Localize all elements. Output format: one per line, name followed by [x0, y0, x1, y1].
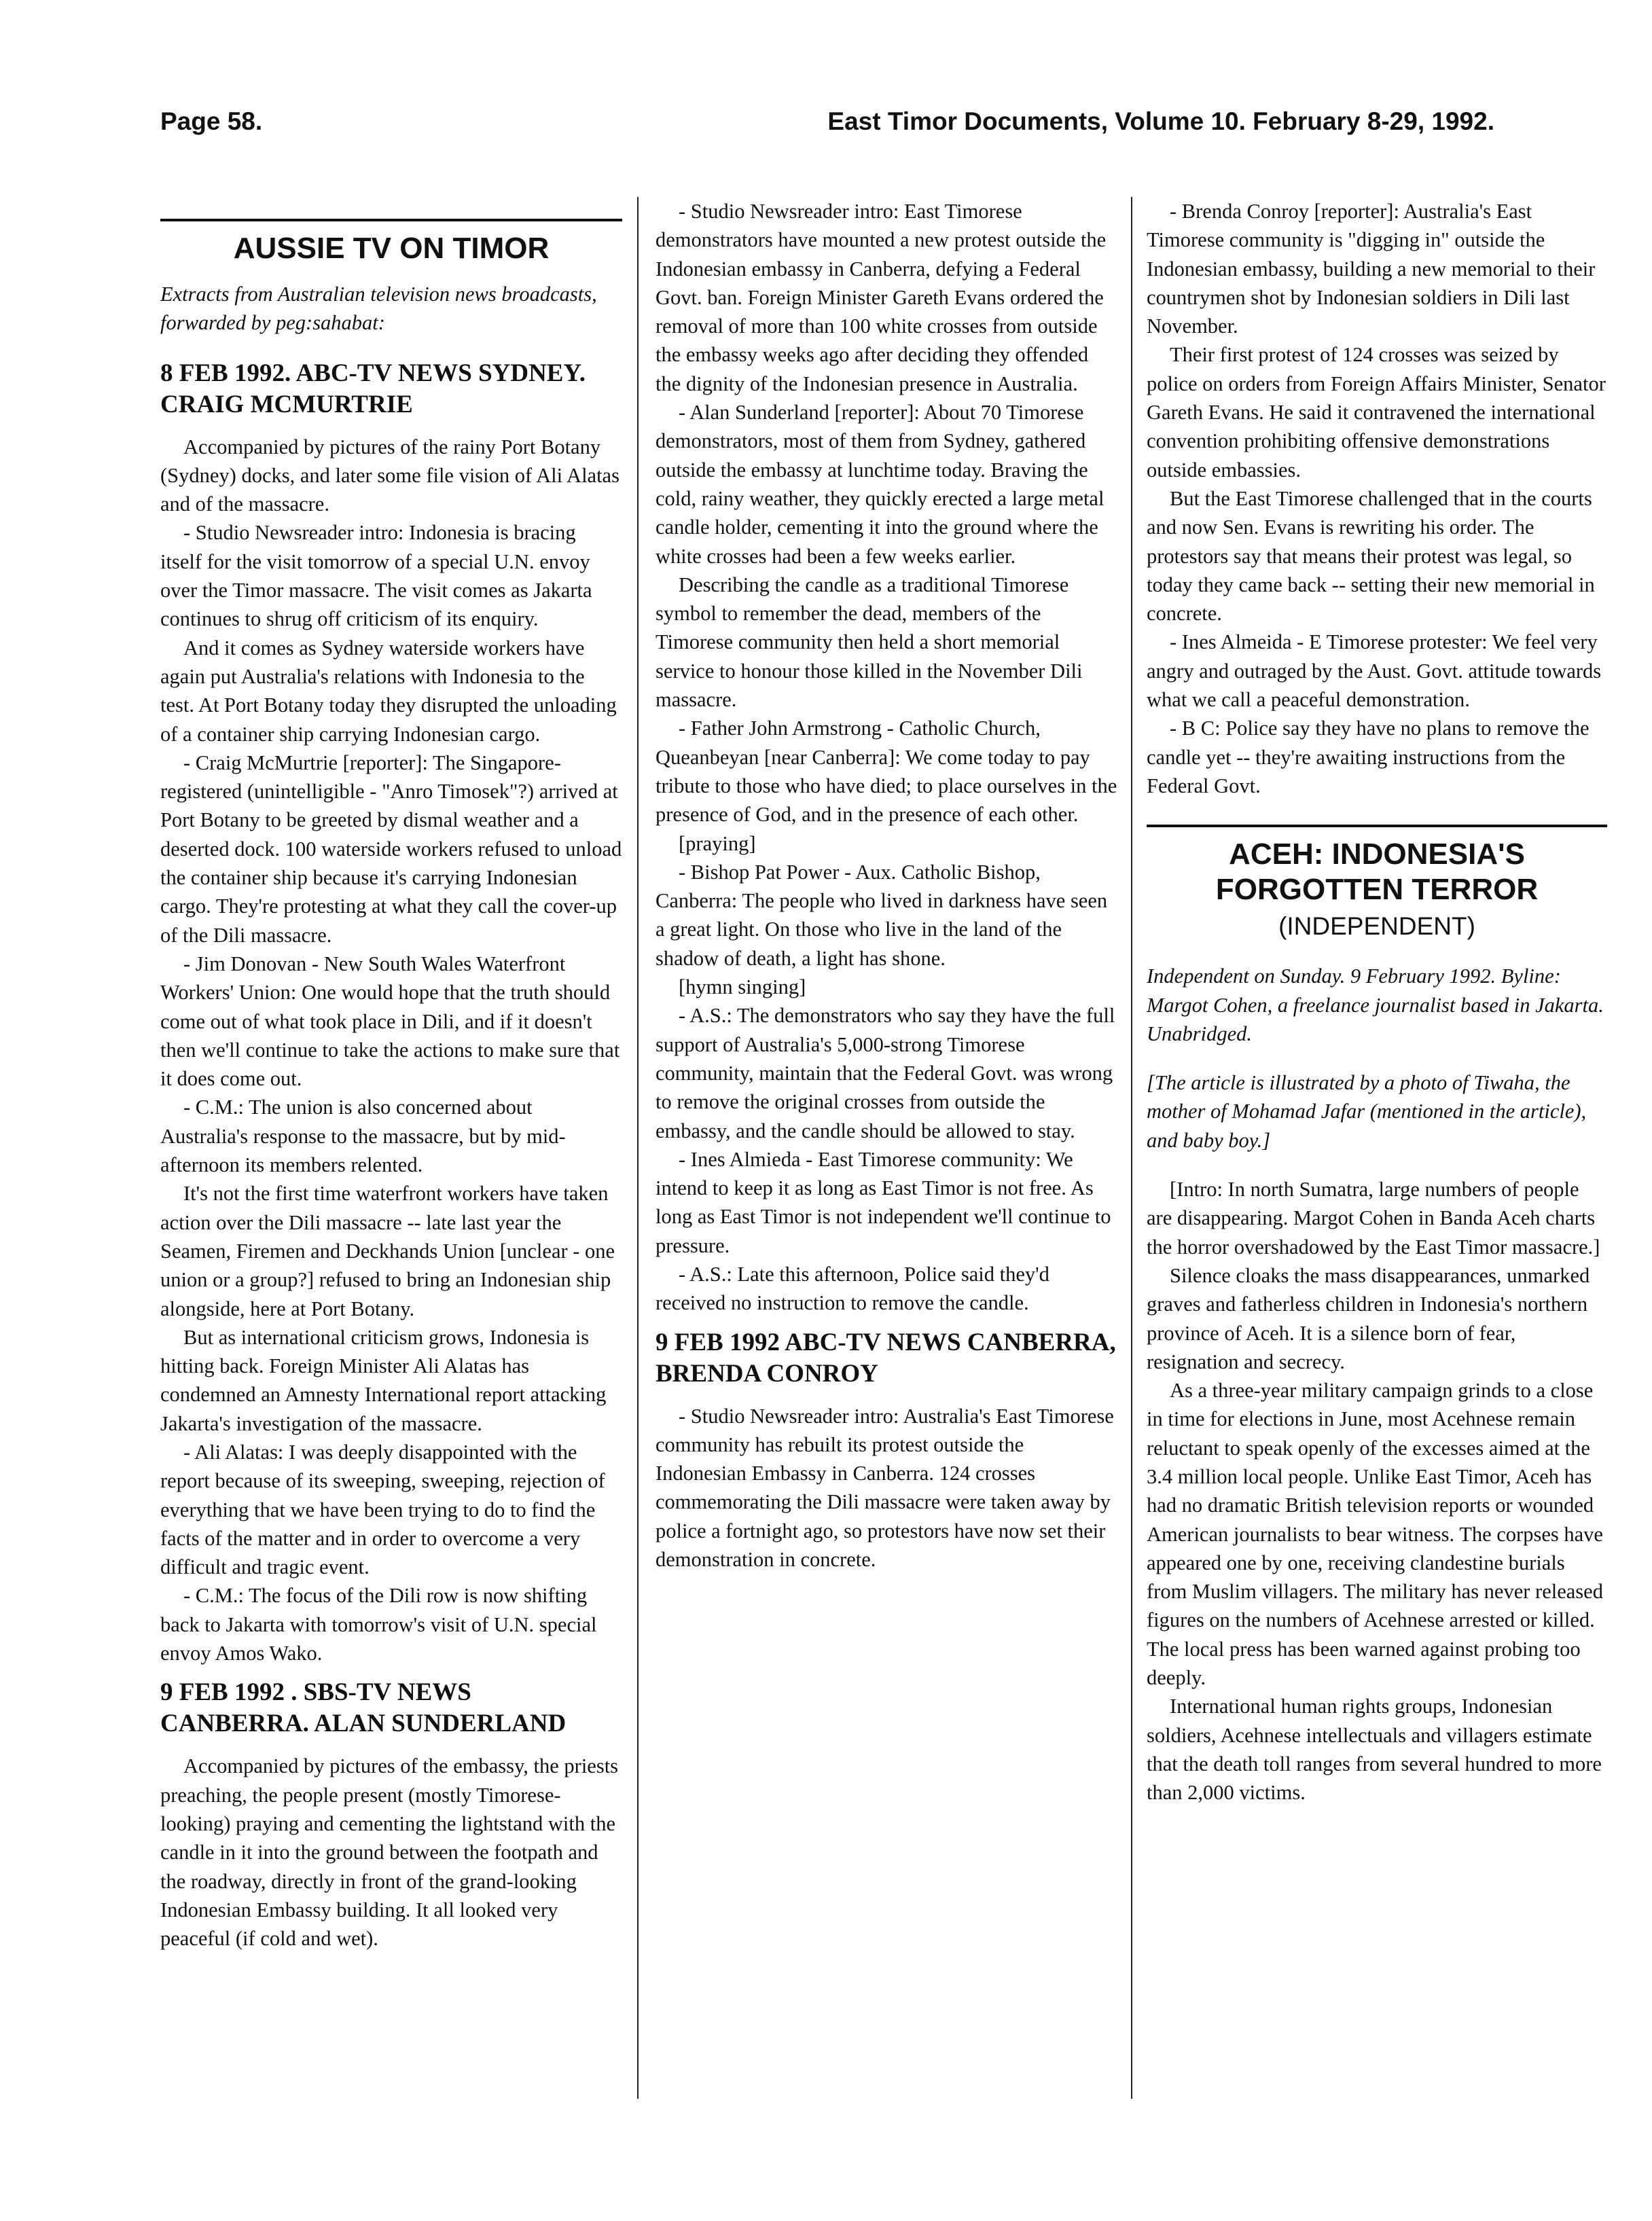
paragraph: - A.S.: The demonstrators who say they have the full support of Australia's 5,000-strong Timorese community, maintain that the Federal Govt. was wrong to remove the original crosses from outside the embassy, and the candle should be allowed to stay. [656, 1004, 1115, 1142]
paragraph: [praying] [679, 831, 756, 855]
article-source: (INDEPENDENT) [1278, 912, 1475, 941]
article-rule [160, 219, 622, 221]
column-divider [1131, 197, 1132, 2099]
paragraph: As a three-year military campaign grinds to a close in time for elections in June, most Acehnese remain reluctant to speak openly of the excesses aimed at the 3.4 million local people. Unlike East Timor, Aceh has had no dramatic British television reports or wounded American journalists to bear witness. The corpses have appeared one by one, receiving clandestine burials from Muslim villagers. The military has never released figures on the numbers of Acehnese arrested or killed. The local press has been warned against probing too deeply. [1147, 1379, 1603, 1690]
paragraph: - Father John Armstrong - Catholic Church, Queanbeyan [near Canberra]: We come today to pay tribute to those who have died; to place ourselves in the presence of God, and in the presence of each other. [656, 717, 1117, 827]
section-heading: 9 FEB 1992 . SBS-TV NEWS CANBERRA. ALAN SUNDERLAND [160, 1678, 567, 1738]
paragraph: But the East Timorese challenged that in the courts and now Sen. Evans is rewriting his order. The protestors say that means their protest was legal, so today they came back -- setting their new memorial in concrete. [1147, 486, 1595, 626]
page-number: Page 58. [160, 107, 263, 135]
paragraph: - Ines Almeida - E Timorese protester: We feel very angry and outraged by the Aust. Govt. attitude towards what we call a peaceful demonstration. [1147, 630, 1602, 712]
paragraph: Describing the candle as a traditional Timorese symbol to remember the dead, members of the Timorese community then held a short memorial service to honour those killed in the November Dili massacre. [656, 573, 1083, 712]
paragraph: - Ali Alatas: I was deeply disappointed with the report because of its sweeping, sweeping, rejection of everything that we have been trying to do to find the facts of the matter and in order to overcome a very difficult and tragic event. [160, 1440, 605, 1579]
paragraph: - Jim Donovan - New South Wales Waterfront Workers' Union: One would hope that the truth should come out of what took place in Dili, and if it doesn't then we'll continue to take the actions to make sure that it does come out. [160, 952, 620, 1091]
paragraph: - C.M.: The union is also concerned about Australia's response to the massacre, but by mid-afternoon its members relented. [160, 1096, 566, 1177]
column-divider [637, 197, 639, 2099]
paragraph: But as international criticism grows, Indonesia is hitting back. Foreign Minister Ali Alatas has condemned an Amnesty International report attacking Jakarta's investigation of the massacre. [160, 1325, 607, 1435]
paragraph: Silence cloaks the mass disappearances, unmarked graves and fatherless children in Indonesia's northern province of Aceh. It is a silence born of fear, resignation and secrecy. [1147, 1263, 1590, 1373]
column-2 [656, 197, 1117, 1574]
section-heading: 8 FEB 1992. ABC-TV NEWS SYDNEY. CRAIG MCMURTRIE [160, 359, 586, 418]
paragraph: Accompanied by pictures of the rainy Port Botany (Sydney) docks, and later some file vision of Ali Alatas and of the massacre. [160, 435, 620, 516]
paragraph: Accompanied by pictures of the embassy, the priests preaching, the people present (mostly Timorese-looking) praying and cementing the lightstand with the candle in it into the ground between the footpath and the roadway, directly in front of the grand-looking Indonesian Embassy building. It all looked very peaceful (if cold and wet). [160, 1754, 619, 1951]
column-3 [1147, 197, 1607, 1807]
paragraph: It's not the first time waterfront workers have taken action over the Dili massacre -- late last year the Seamen, Firemen and Deckhands Union [unclear - one union or a group?] refused to bring an Indonesian ship alongside, here at Port Botany. [160, 1182, 615, 1320]
paragraph: - Craig McMurtrie [reporter]: The Singapore-registered (unintelligible - "Anro Timosek"?) arrived at Port Botany to be greeted by dismal weather and a deserted dock. 100 waterside workers refused to unload the container ship because it's carrying Indonesian cargo. They're protesting at what they call the cover-up of the Dili massacre. [160, 751, 622, 947]
section-heading: 9 FEB 1992 ABC-TV NEWS CANBERRA, BRENDA CONROY [656, 1328, 1116, 1388]
paragraph: - Bishop Pat Power - Aux. Catholic Bishop, Canberra: The people who lived in darkness have seen a great light. On those who live in the land of the shadow of death, a light has shone. [656, 860, 1108, 970]
paragraph: Their first protest of 124 crosses was seized by police on orders from Foreign Affairs Minister, Senator Gareth Evans. He said it contravened the international convention prohibiting offensive demonstrations outside embassies. [1147, 343, 1606, 482]
article-byline: Independent on Sunday. 9 February 1992. Byline: Margot Cohen, a freelance journalist based in Jakarta. Unabridged. [1147, 964, 1604, 1045]
column-1 [160, 197, 622, 1953]
publication-title: East Timor Documents, Volume 10. February 8-29, 1992. [827, 107, 1494, 135]
article-title: ACEH: INDONESIA'S FORGOTTEN TERROR [1215, 837, 1539, 907]
paragraph: - Studio Newsreader intro: East Timorese demonstrators have mounted a new protest outside the Indonesian embassy in Canberra, defying a Federal Govt. ban. Foreign Minister Gareth Evans ordered the removal of more than 100 white crosses from outside the embassy weeks ago after deciding they offended the dignity of the Indonesian presence in Australia. [656, 200, 1107, 395]
paragraph: And it comes as Sydney waterside workers have again put Australia's relations with Indonesia to the test. At Port Botany today they disrupted the unloading of a container ship carrying Indonesian cargo. [160, 636, 617, 746]
article-title: AUSSIE TV ON TIMOR [233, 232, 550, 265]
paragraph: [Intro: In north Sumatra, large numbers of people are disappearing. Margot Cohen in Banda Aceh charts the horror overshadowed by the East Timor massacre.] [1147, 1178, 1600, 1259]
page-header [160, 107, 1494, 148]
paragraph: [hymn singing] [679, 975, 806, 999]
paragraph: - A.S.: Late this afternoon, Police said they'd received no instruction to remove the candle. [656, 1262, 1049, 1315]
paragraph: - B C: Police say they have no plans to remove the candle yet -- they're awaiting instructions from the Federal Govt. [1147, 717, 1590, 797]
paragraph: - C.M.: The focus of the Dili row is now shifting back to Jakarta with tomorrow's visit of U.N. special envoy Amos Wako. [160, 1584, 597, 1665]
paragraph: - Alan Sunderland [reporter]: About 70 Timorese demonstrators, most of them from Sydney, gathered outside the embassy at lunchtime today. Braving the cold, rainy weather, they quickly erected a large metal candle holder, cementing it into the ground where the white crosses had been a few weeks earlier. [656, 401, 1105, 568]
article-intro: Extracts from Australian television news broadcasts, forwarded by peg:sahabat: [160, 283, 597, 335]
paragraph: - Brenda Conroy [reporter]: Australia's East Timorese community is "digging in" outside the Indonesian embassy, building a new memorial to their countrymen shot by Indonesian soldiers in Dili last November. [1147, 200, 1596, 338]
article-rule [1147, 825, 1607, 827]
article-note: [The article is illustrated by a photo of Tiwaha, the mother of Mohamad Jafar (mentioned in the article), and baby boy.] [1147, 1071, 1587, 1152]
paragraph: - Studio Newsreader intro: Indonesia is bracing itself for the visit tomorrow of a special U.N. envoy over the Timor massacre. The visit comes as Jakarta continues to shrug off criticism of its enquiry. [160, 521, 592, 631]
paragraph: - Studio Newsreader intro: Australia's East Timorese community has rebuilt its protest outside the Indonesian Embassy in Canberra. 124 crosses commemorating the Dili massacre were taken away by police a fortnight ago, so protestors have now set their demonstration in concrete. [656, 1404, 1114, 1572]
paragraph: International human rights groups, Indonesian soldiers, Acehnese intellectuals and villagers estimate that the death toll ranges from several hundred to more than 2,000 victims. [1147, 1695, 1602, 1805]
paragraph: - Ines Almieda - East Timorese community: We intend to keep it as long as East Timor is not free. As long as East Timor is not independent we'll continue to pressure. [656, 1147, 1111, 1257]
